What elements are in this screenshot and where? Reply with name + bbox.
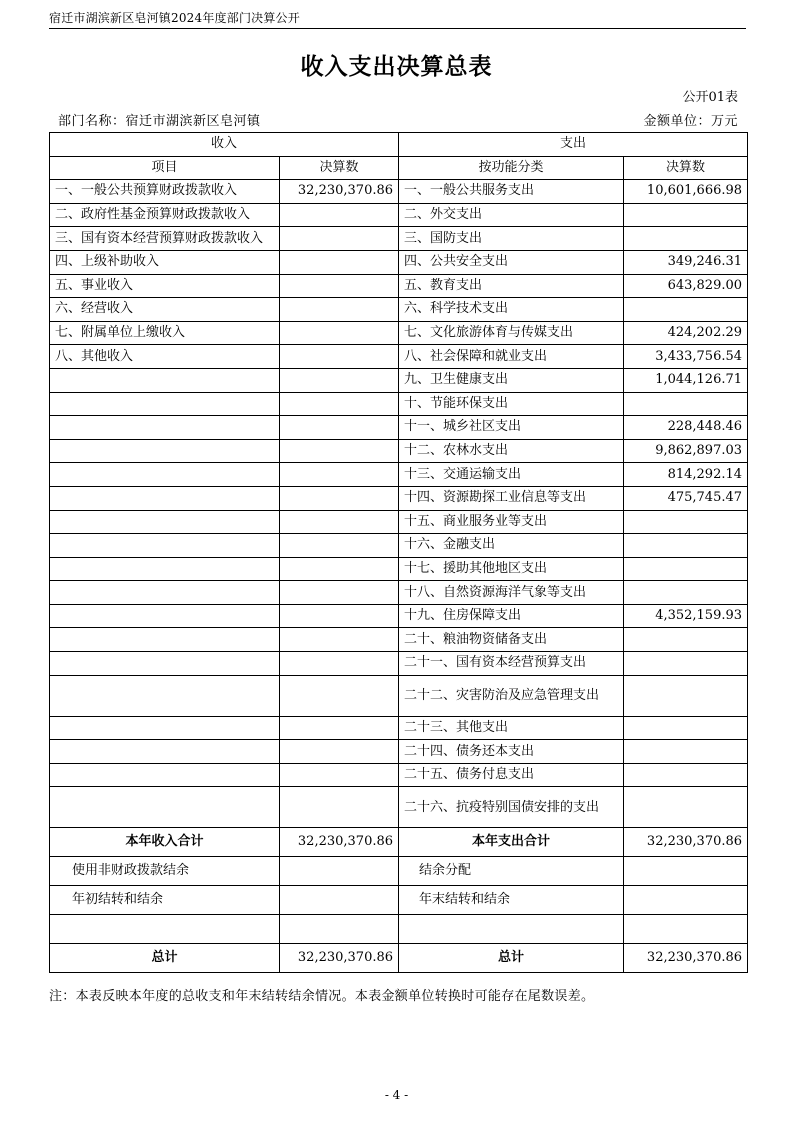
table-row: [50, 250, 748, 274]
expense-item: 四、公共安全支出: [399, 250, 624, 274]
expense-amount: 1,044,126.71: [624, 368, 748, 392]
table-row: [50, 203, 748, 227]
amount-unit: 金额单位：万元: [643, 114, 738, 129]
table-row: [50, 581, 748, 605]
income-amount: [280, 486, 399, 510]
balance-distribution-label: 结余分配: [399, 857, 624, 886]
expense-item: 六、科学技术支出: [399, 298, 624, 322]
income-amount: [280, 416, 399, 440]
expense-amount: [624, 510, 748, 534]
blank-cell: [624, 915, 748, 944]
income-item: 八、其他收入: [50, 345, 280, 369]
year-total-row: [50, 828, 748, 857]
column-header-amount: 决算数: [280, 156, 399, 180]
expense-amount: [624, 652, 748, 676]
year-expense-total: 32,230,370.86: [624, 828, 748, 857]
income-amount: [280, 368, 399, 392]
balance-distribution: [624, 857, 748, 886]
income-amount: [280, 604, 399, 628]
income-amount: [280, 392, 399, 416]
expense-item: 二、外交支出: [399, 203, 624, 227]
grand-total-income: 32,230,370.86: [280, 944, 399, 973]
balance-row-1: [50, 857, 748, 886]
expense-item: 一、一般公共服务支出: [399, 180, 624, 204]
expense-amount: 349,246.31: [624, 250, 748, 274]
income-amount: [280, 763, 399, 787]
income-item: 四、上级补助收入: [50, 250, 280, 274]
expense-item: 十九、住房保障支出: [399, 604, 624, 628]
blank-cell: [50, 915, 280, 944]
table-note: 注：本表反映本年度的总收支和年末结转结余情况。本表金额单位转换时可能存在尾数误差。: [49, 989, 595, 1004]
expense-item: 七、文化旅游体育与传媒支出: [399, 321, 624, 345]
non-fiscal-balance-label: 使用非财政拨款结余: [50, 857, 280, 886]
grand-total-income-label: 总计: [50, 944, 280, 973]
income-amount: [280, 716, 399, 740]
expense-item: 八、社会保障和就业支出: [399, 345, 624, 369]
expense-amount: [624, 392, 748, 416]
column-header-amount2: 决算数: [624, 156, 748, 180]
department-name: 部门名称：宿迁市湖滨新区皂河镇: [58, 114, 261, 129]
income-item: 二、政府性基金预算财政拨款收入: [50, 203, 280, 227]
expense-item: 三、国防支出: [399, 227, 624, 251]
year-expense-total-label: 本年支出合计: [399, 828, 624, 857]
income-item: [50, 392, 280, 416]
income-item: [50, 368, 280, 392]
expense-amount: [624, 227, 748, 251]
income-amount: [280, 274, 399, 298]
expense-amount: 10,601,666.98: [624, 180, 748, 204]
expense-amount: [624, 675, 748, 716]
expense-amount: 643,829.00: [624, 274, 748, 298]
expense-amount: 3,433,756.54: [624, 345, 748, 369]
grand-total-row: [50, 944, 748, 973]
grand-total-expense: 32,230,370.86: [624, 944, 748, 973]
expense-amount: [624, 298, 748, 322]
expense-item: 二十二、灾害防治及应急管理支出: [399, 675, 624, 716]
expense-item: 二十一、国有资本经营预算支出: [399, 652, 624, 676]
table-row: [50, 534, 748, 558]
income-expense-table: [49, 132, 748, 973]
expense-item: 十、节能环保支出: [399, 392, 624, 416]
income-item: [50, 675, 280, 716]
income-amount: [280, 203, 399, 227]
table-row: [50, 298, 748, 322]
income-item: 一、一般公共预算财政拨款收入: [50, 180, 280, 204]
table-row: [50, 180, 748, 204]
column-header-item: 项目: [50, 156, 280, 180]
page-number: - 4 -: [384, 1088, 409, 1102]
income-amount: [280, 557, 399, 581]
income-amount: 32,230,370.86: [280, 180, 399, 204]
expense-amount: 228,448.46: [624, 416, 748, 440]
income-amount: [280, 675, 399, 716]
income-amount: [280, 227, 399, 251]
income-item: [50, 740, 280, 764]
table-row: [50, 716, 748, 740]
expense-item: 十八、自然资源海洋气象等支出: [399, 581, 624, 605]
table-row: [50, 510, 748, 534]
year-income-total-label: 本年收入合计: [50, 828, 280, 857]
income-section-header: 收入: [50, 133, 399, 157]
table-row: [50, 787, 748, 828]
income-amount: [280, 439, 399, 463]
column-header-function: 按功能分类: [399, 156, 624, 180]
income-item: [50, 787, 280, 828]
expense-item: 十四、资源勘探工业信息等支出: [399, 486, 624, 510]
expense-item: 十五、商业服务业等支出: [399, 510, 624, 534]
expense-amount: [624, 740, 748, 764]
expense-amount: [624, 557, 748, 581]
table-row: [50, 392, 748, 416]
expense-item: 九、卫生健康支出: [399, 368, 624, 392]
income-item: 六、经营收入: [50, 298, 280, 322]
blank-cell: [399, 915, 624, 944]
table-row: [50, 604, 748, 628]
income-item: [50, 652, 280, 676]
table-row: [50, 486, 748, 510]
form-code: 公开01表: [682, 90, 738, 105]
table-row: [50, 557, 748, 581]
closing-balance: [624, 886, 748, 915]
income-amount: [280, 345, 399, 369]
income-amount: [280, 321, 399, 345]
expense-item: 二十三、其他支出: [399, 716, 624, 740]
income-item: [50, 716, 280, 740]
expense-item: 二十六、抗疫特别国债安排的支出: [399, 787, 624, 828]
expense-amount: [624, 534, 748, 558]
income-amount: [280, 510, 399, 534]
income-amount: [280, 534, 399, 558]
income-amount: [280, 652, 399, 676]
expense-amount: [624, 203, 748, 227]
expense-item: 十一、城乡社区支出: [399, 416, 624, 440]
table-row: [50, 439, 748, 463]
table-row: [50, 368, 748, 392]
grand-total-expense-label: 总计: [399, 944, 624, 973]
table-column-header-row: [50, 156, 748, 180]
income-item: 五、事业收入: [50, 274, 280, 298]
income-amount: [280, 581, 399, 605]
income-item: [50, 486, 280, 510]
expense-amount: [624, 581, 748, 605]
expense-amount: [624, 787, 748, 828]
table-row: [50, 675, 748, 716]
income-item: 七、附属单位上缴收入: [50, 321, 280, 345]
running-header: 宿迁市湖滨新区皂河镇2024年度部门决算公开: [49, 11, 300, 25]
expense-section-header: 支出: [399, 133, 748, 157]
table-row: [50, 416, 748, 440]
expense-amount: [624, 763, 748, 787]
income-item: [50, 763, 280, 787]
page-title: 收入支出决算总表: [300, 54, 493, 80]
expense-amount: 9,862,897.03: [624, 439, 748, 463]
table-row: [50, 763, 748, 787]
expense-item: 二十五、债务付息支出: [399, 763, 624, 787]
income-amount: [280, 628, 399, 652]
table-row: [50, 274, 748, 298]
blank-row: [50, 915, 748, 944]
expense-item: 五、教育支出: [399, 274, 624, 298]
expense-item: 十二、农林水支出: [399, 439, 624, 463]
table-row: [50, 740, 748, 764]
income-amount: [280, 787, 399, 828]
income-item: [50, 439, 280, 463]
income-item: [50, 628, 280, 652]
balance-row-2: [50, 886, 748, 915]
income-item: [50, 416, 280, 440]
expense-amount: [624, 628, 748, 652]
header-rule: [49, 28, 746, 29]
income-item: [50, 534, 280, 558]
table-row: [50, 463, 748, 487]
expense-item: 二十、粮油物资储备支出: [399, 628, 624, 652]
income-item: 三、国有资本经营预算财政拨款收入: [50, 227, 280, 251]
expense-amount: 475,745.47: [624, 486, 748, 510]
expense-amount: [624, 716, 748, 740]
table-section-header-row: [50, 133, 748, 157]
opening-balance: [280, 886, 399, 915]
year-income-total: 32,230,370.86: [280, 828, 399, 857]
expense-item: 十七、援助其他地区支出: [399, 557, 624, 581]
income-item: [50, 510, 280, 534]
income-amount: [280, 463, 399, 487]
expense-item: 十六、金融支出: [399, 534, 624, 558]
income-amount: [280, 250, 399, 274]
table-row: [50, 628, 748, 652]
income-item: [50, 581, 280, 605]
income-item: [50, 463, 280, 487]
opening-balance-label: 年初结转和结余: [50, 886, 280, 915]
income-item: [50, 604, 280, 628]
expense-amount: 4,352,159.93: [624, 604, 748, 628]
closing-balance-label: 年末结转和结余: [399, 886, 624, 915]
income-amount: [280, 740, 399, 764]
non-fiscal-balance: [280, 857, 399, 886]
blank-cell: [280, 915, 399, 944]
expense-amount: 814,292.14: [624, 463, 748, 487]
table-row: [50, 652, 748, 676]
income-amount: [280, 298, 399, 322]
expense-amount: 424,202.29: [624, 321, 748, 345]
expense-item: 十三、交通运输支出: [399, 463, 624, 487]
table-row: [50, 227, 748, 251]
table-row: [50, 345, 748, 369]
income-item: [50, 557, 280, 581]
table-row: [50, 321, 748, 345]
expense-item: 二十四、债务还本支出: [399, 740, 624, 764]
